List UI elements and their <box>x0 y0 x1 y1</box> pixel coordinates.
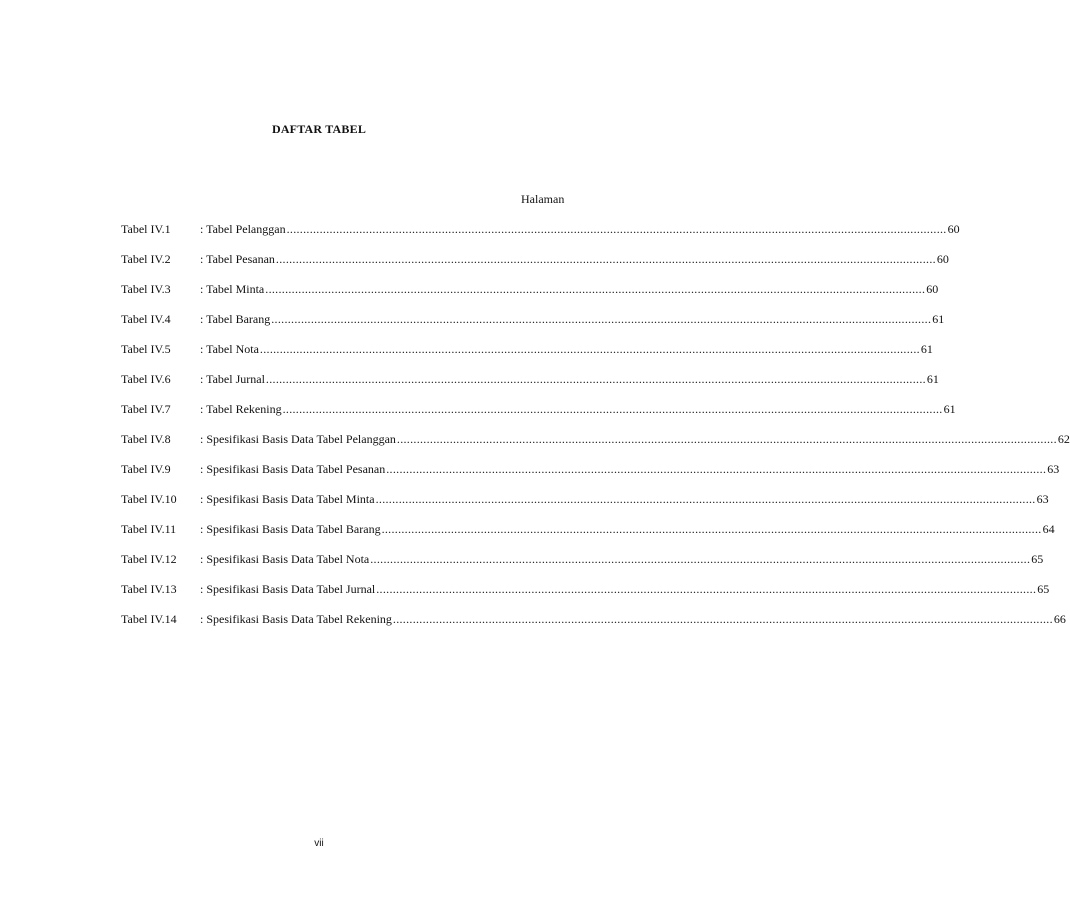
entry-page: 61 <box>943 402 956 416</box>
entry-title: : Spesifikasi Basis Data Tabel Jurnal <box>200 582 376 596</box>
entry-label: Tabel IV.3 <box>121 282 171 296</box>
entry-page: 63 <box>1047 462 1060 476</box>
dot-leader: ........................................................................................................................................................................................................ <box>275 252 936 266</box>
entry-label: Tabel IV.10 <box>121 492 177 506</box>
entry-title: : Spesifikasi Basis Data Tabel Nota <box>200 552 370 566</box>
entry-label: Tabel IV.12 <box>121 552 177 566</box>
entry-title: : Spesifikasi Basis Data Tabel Pelanggan <box>200 432 396 446</box>
entry-title: : Tabel Barang <box>200 312 271 326</box>
toc-entry[interactable] <box>121 552 1044 582</box>
entry-label: Tabel IV.2 <box>121 252 171 266</box>
entry-label: Tabel IV.4 <box>121 312 171 326</box>
toc-entry[interactable] <box>121 492 1049 522</box>
entry-title: : Tabel Minta <box>200 282 265 296</box>
entry-page: 65 <box>1037 582 1050 596</box>
entry-title: : Tabel Pesanan <box>200 252 275 266</box>
entry-page: 60 <box>947 222 960 236</box>
toc-entry[interactable] <box>121 312 945 342</box>
entry-label: Tabel IV.5 <box>121 342 171 356</box>
dot-leader: ........................................................................................................................................................................................................ <box>259 342 920 356</box>
entry-page: 60 <box>926 282 939 296</box>
toc-entry[interactable] <box>121 582 1050 612</box>
entry-label: Tabel IV.1 <box>121 222 171 236</box>
entry-title: : Tabel Pelanggan <box>200 222 286 236</box>
entry-page: 65 <box>1031 552 1044 566</box>
entry-title: : Spesifikasi Basis Data Tabel Pesanan <box>200 462 386 476</box>
toc-entry[interactable] <box>121 462 1060 492</box>
dot-leader: ........................................................................................................................................................................................................ <box>375 492 1036 506</box>
entry-title: : Tabel Jurnal <box>200 372 265 386</box>
entry-title: : Tabel Nota <box>200 342 259 356</box>
dot-leader: ........................................................................................................................................................................................................ <box>376 582 1037 596</box>
entry-page: 64 <box>1042 522 1055 536</box>
entry-page: 61 <box>926 372 939 386</box>
toc-entry[interactable] <box>121 522 1055 552</box>
dot-leader: ........................................................................................................................................................................................................ <box>381 522 1042 536</box>
entry-page: 60 <box>936 252 949 266</box>
toc-entry[interactable] <box>121 402 956 432</box>
dot-leader: ........................................................................................................................................................................................................ <box>370 552 1031 566</box>
toc-entry[interactable] <box>121 372 939 402</box>
table-of-contents <box>121 222 1070 642</box>
dot-leader: ........................................................................................................................................................................................................ <box>265 282 926 296</box>
entry-label: Tabel IV.7 <box>121 402 171 416</box>
entry-page: 62 <box>1057 432 1070 446</box>
entry-label: Tabel IV.6 <box>121 372 171 386</box>
dot-leader: ........................................................................................................................................................................................................ <box>271 312 932 326</box>
entry-title: : Spesifikasi Basis Data Tabel Barang <box>200 522 381 536</box>
toc-entry[interactable] <box>121 282 939 312</box>
entry-label: Tabel IV.14 <box>121 612 177 626</box>
dot-leader: ........................................................................................................................................................................................................ <box>392 612 1053 626</box>
entry-page: 61 <box>932 312 945 326</box>
toc-entry[interactable] <box>121 222 960 252</box>
page-column-header: Halaman <box>521 192 565 206</box>
dot-leader: ........................................................................................................................................................................................................ <box>386 462 1047 476</box>
entry-label: Tabel IV.11 <box>121 522 177 536</box>
entry-page: 61 <box>920 342 933 356</box>
entry-page: 66 <box>1053 612 1066 626</box>
entry-label: Tabel IV.13 <box>121 582 177 596</box>
dot-leader: ........................................................................................................................................................................................................ <box>396 432 1057 446</box>
entry-title: : Spesifikasi Basis Data Tabel Rekening <box>200 612 392 626</box>
toc-entry[interactable] <box>121 252 949 282</box>
page-number: vii <box>314 838 324 849</box>
entry-title: : Tabel Rekening <box>200 402 282 416</box>
dot-leader: ........................................................................................................................................................................................................ <box>265 372 926 386</box>
dot-leader: ........................................................................................................................................................................................................ <box>286 222 947 236</box>
toc-entry[interactable] <box>121 612 1066 642</box>
dot-leader: ........................................................................................................................................................................................................ <box>282 402 943 416</box>
entry-page: 63 <box>1036 492 1049 506</box>
entry-label: Tabel IV.8 <box>121 432 171 446</box>
toc-entry[interactable] <box>121 342 933 372</box>
entry-label: Tabel IV.9 <box>121 462 171 476</box>
page-title: DAFTAR TABEL <box>271 122 367 136</box>
entry-title: : Spesifikasi Basis Data Tabel Minta <box>200 492 375 506</box>
toc-entry[interactable] <box>121 432 1070 462</box>
